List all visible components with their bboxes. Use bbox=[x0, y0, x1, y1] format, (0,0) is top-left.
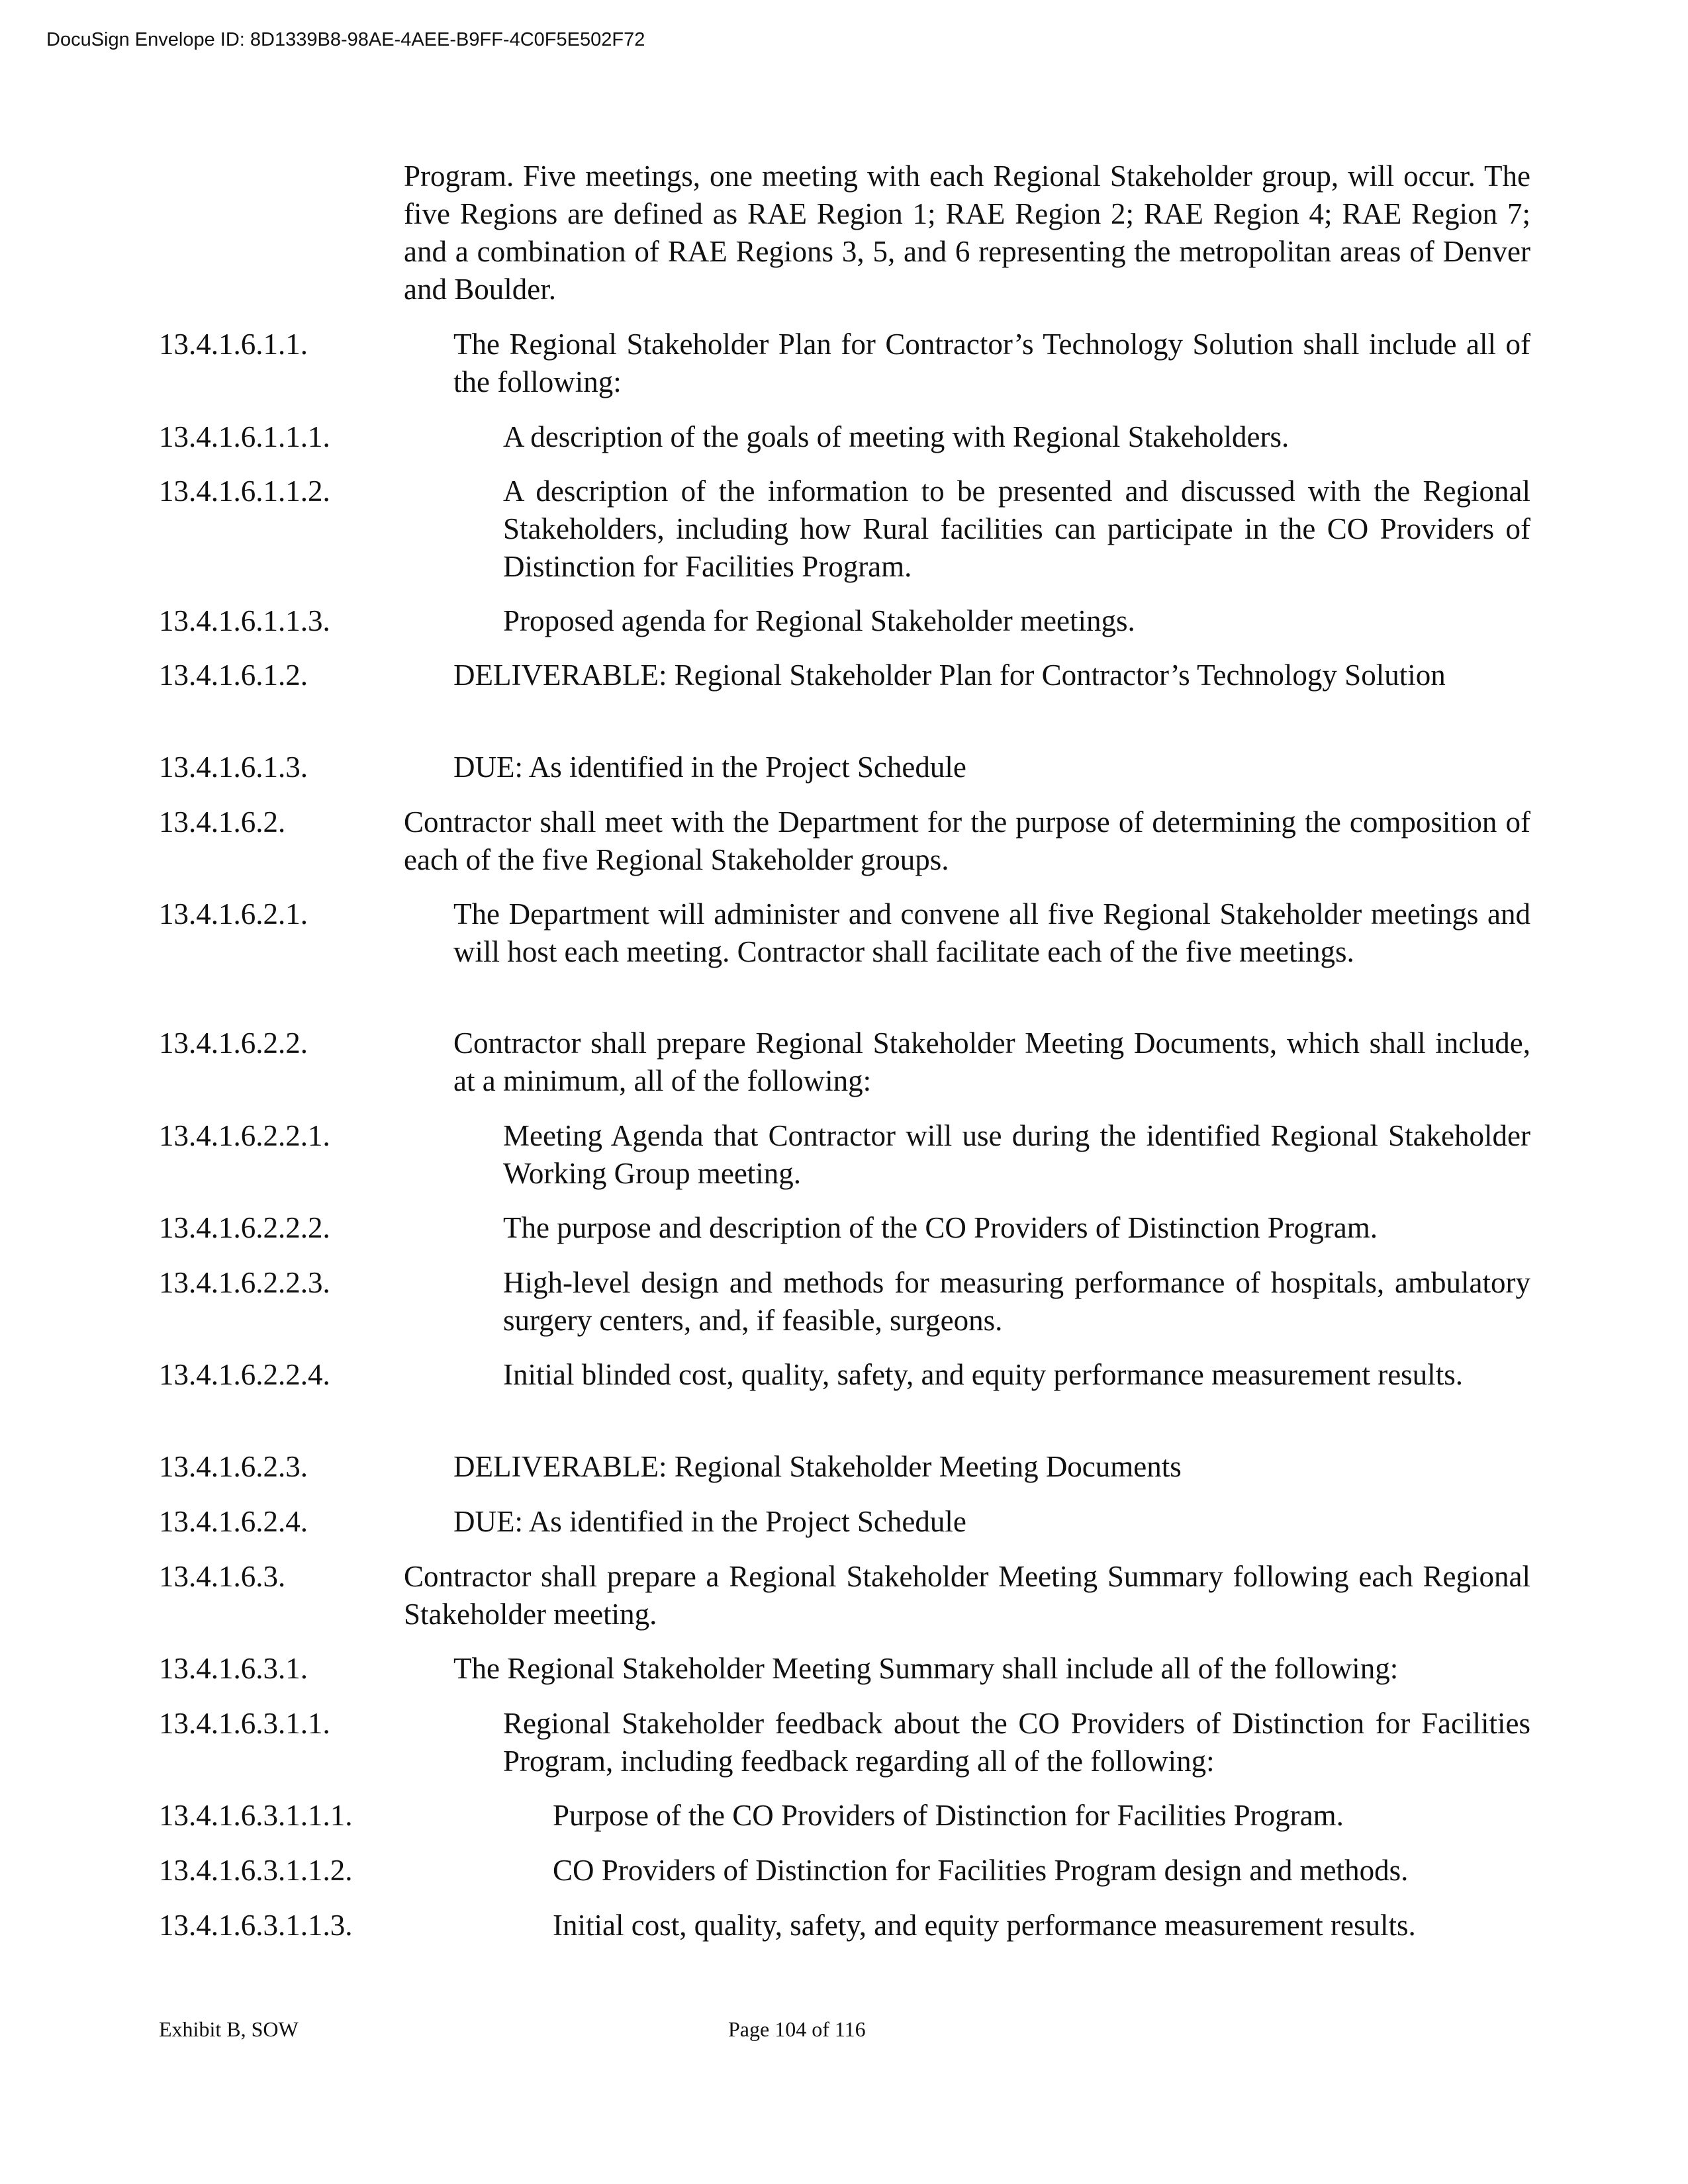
section-number: 13.4.1.6.2.2.1. bbox=[159, 1119, 330, 1152]
section-number: 13.4.1.6.1.1.3. bbox=[159, 604, 330, 637]
section-text: Purpose of the CO Providers of Distinction for Facilities Program. bbox=[553, 1799, 1344, 1832]
section-number: 13.4.1.6.3.1.1. bbox=[159, 1707, 330, 1740]
docusign-envelope-id: DocuSign Envelope ID: 8D1339B8-98AE-4AEE-B9FF-4C0F5E502F72 bbox=[46, 29, 645, 50]
section-number: 13.4.1.6.2.2.2. bbox=[159, 1211, 330, 1244]
section-number: 13.4.1.6.1.3. bbox=[159, 751, 308, 784]
section-text: The Regional Stakeholder Meeting Summary shall include all of the following: bbox=[453, 1652, 1399, 1685]
footer-exhibit-label: Exhibit B, SOW bbox=[159, 2017, 299, 2041]
section-text: A description of the information to be presented and discussed with the Regional Stakeholders, including how Rural facilities can participate in the CO Providers of Distinction for Facilities Program. bbox=[503, 475, 1530, 583]
section-number: 13.4.1.6.1.2. bbox=[159, 659, 308, 692]
section-text: Contractor shall meet with the Department for the purpose of determining the composition of each of the five Regional Stakeholder groups. bbox=[404, 805, 1530, 876]
section-number: 13.4.1.6.2.2. bbox=[159, 1026, 308, 1060]
section-number: 13.4.1.6.2.2.3. bbox=[159, 1266, 330, 1299]
section-text: Contractor shall prepare Regional Stakeholder Meeting Documents, which shall include, at a minimum, all of the following: bbox=[453, 1026, 1530, 1097]
section-text: DUE: As identified in the Project Schedule bbox=[453, 751, 966, 784]
section-number: 13.4.1.6.3.1.1.1. bbox=[159, 1799, 353, 1832]
section-text: Initial blinded cost, quality, safety, and equity performance measurement results. bbox=[503, 1358, 1463, 1391]
section-text: Proposed agenda for Regional Stakeholder meetings. bbox=[503, 604, 1135, 637]
section-text: Meeting Agenda that Contractor will use during the identified Regional Stakeholder Working Group meeting. bbox=[503, 1119, 1530, 1190]
section-text: The purpose and description of the CO Providers of Distinction Program. bbox=[503, 1211, 1378, 1244]
section-text: The Department will administer and convene all five Regional Stakeholder meetings and will host each meeting. Contractor shall facilitate each of the five meetings. bbox=[453, 897, 1530, 968]
section-text: Contractor shall prepare a Regional Stakeholder Meeting Summary following each Regional Stakeholder meeting. bbox=[404, 1560, 1530, 1631]
section-text: CO Providers of Distinction for Facilities Program design and methods. bbox=[553, 1854, 1409, 1887]
section-text: The Regional Stakeholder Plan for Contractor’s Technology Solution shall include all of the following: bbox=[453, 328, 1530, 398]
section-number: 13.4.1.6.3.1. bbox=[159, 1652, 308, 1685]
section-text: High-level design and methods for measuring performance of hospitals, ambulatory surgery centers, and, if feasible, surgeons. bbox=[503, 1266, 1530, 1337]
section-number: 13.4.1.6.2.2.4. bbox=[159, 1358, 330, 1391]
section-text: Initial cost, quality, safety, and equity performance measurement results. bbox=[553, 1909, 1416, 1942]
section-number: 13.4.1.6.1.1. bbox=[159, 328, 308, 361]
section-number: 13.4.1.6.2.4. bbox=[159, 1505, 308, 1538]
section-number: 13.4.1.6.3. bbox=[159, 1560, 286, 1593]
footer-page-number: Page 104 of 116 bbox=[728, 2017, 866, 2041]
section-number: 13.4.1.6.2. bbox=[159, 805, 286, 839]
section-number: 13.4.1.6.3.1.1.3. bbox=[159, 1909, 353, 1942]
section-number: 13.4.1.6.3.1.1.2. bbox=[159, 1854, 353, 1887]
continuation-text: Program. Five meetings, one meeting with each Regional Stakeholder group, will occur. The five Regions are defined as RAE Region 1; RAE Region 2; RAE Region 4; RAE Region 7; and a combination of RAE Regions 3, 5, and 6 representing the metropolitan areas of Denver and Boulder. bbox=[404, 159, 1530, 306]
section-number: 13.4.1.6.1.1.1. bbox=[159, 420, 330, 453]
section-text: DELIVERABLE: Regional Stakeholder Meeting Documents bbox=[453, 1450, 1182, 1483]
section-text: A description of the goals of meeting with Regional Stakeholders. bbox=[503, 420, 1289, 453]
section-text: Regional Stakeholder feedback about the CO Providers of Distinction for Facilities Program, including feedback regarding all of the following: bbox=[503, 1707, 1530, 1778]
section-number: 13.4.1.6.2.1. bbox=[159, 897, 308, 931]
section-number: 13.4.1.6.1.1.2. bbox=[159, 475, 330, 508]
section-number: 13.4.1.6.2.3. bbox=[159, 1450, 308, 1483]
section-text: DUE: As identified in the Project Schedule bbox=[453, 1505, 966, 1538]
section-text: DELIVERABLE: Regional Stakeholder Plan for Contractor’s Technology Solution bbox=[453, 659, 1446, 692]
